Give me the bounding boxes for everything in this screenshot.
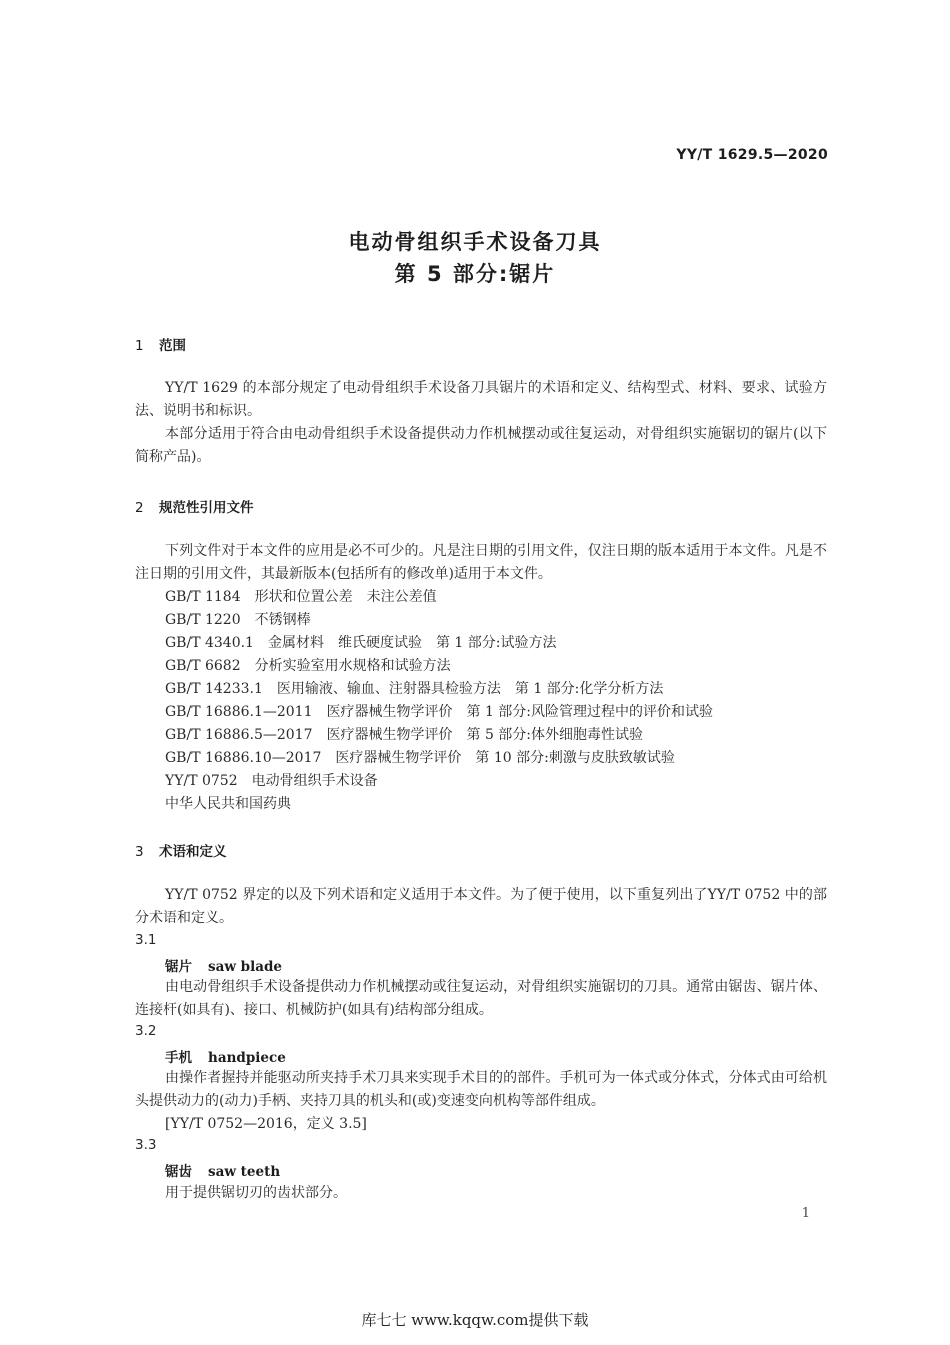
reference-item: [165, 770, 378, 790]
document-subtitle: 第 5 部分:锯片: [394, 262, 556, 286]
download-footer: 库七七 www.kqqw.com提供下载: [361, 1311, 589, 1329]
reference-code: GB/T 6682: [165, 658, 241, 674]
scope-paragraph-2: 本部分适用于符合由电动骨组织手术设备提供动力作机械摆动或往复运动，对骨组织实施锯切的锯片(以下简称产品)。: [135, 426, 827, 465]
term-english: saw teeth: [208, 1164, 281, 1180]
document-title: 电动骨组织手术设备刀具: [348, 230, 602, 254]
section-number: 3: [135, 844, 144, 860]
section-number: 1: [135, 338, 144, 354]
reference-name: 医疗器械生物学评价 第 10 部分:刺激与皮肤致敏试验: [335, 750, 675, 766]
reference-name: 形状和位置公差 未注公差值: [254, 589, 437, 605]
page-number: 1: [801, 1206, 810, 1221]
term-heading: [165, 1160, 280, 1180]
reference-code: GB/T 1184: [165, 589, 241, 605]
term-chinese: 锯齿: [165, 1164, 192, 1180]
reference-code: GB/T 16886.5—2017: [165, 727, 313, 743]
section-number: 2: [135, 500, 144, 516]
section-heading-normative: [135, 496, 254, 516]
reference-code: GB/T 4340.1: [165, 635, 254, 651]
term-english: handpiece: [208, 1050, 286, 1066]
reference-item: [165, 655, 451, 675]
term-number: 3.3: [135, 1137, 157, 1153]
section-title: 范围: [159, 338, 186, 354]
terms-intro: YY/T 0752 界定的以及下列术语和定义适用于本文件。为了便于使用，以下重复列出了YY/T 0752 中的部分术语和定义。: [135, 887, 827, 926]
term-heading: [165, 1046, 286, 1066]
reference-item: [165, 632, 557, 652]
reference-name: 金属材料 维氏硬度试验 第 1 部分:试验方法: [267, 635, 557, 651]
reference-code: GB/T 14233.1: [165, 681, 263, 697]
term-definition: 由电动骨组织手术设备提供动力作机械摆动或往复运动，对骨组织实施锯切的刀具。通常由锯齿、锯片体、连接杆(如具有)、接口、机械防护(如具有)结构部分组成。: [135, 979, 827, 1018]
term-number: 3.2: [135, 1023, 157, 1039]
reference-code: GB/T 16886.10—2017: [165, 750, 322, 766]
reference-name: 医疗器械生物学评价 第 5 部分:体外细胞毒性试验: [326, 727, 644, 743]
section-title: 术语和定义: [159, 844, 227, 860]
reference-item: [165, 724, 643, 744]
term-english: saw blade: [208, 959, 283, 975]
reference-code: YY/T 0752: [165, 773, 238, 789]
reference-item: [165, 586, 437, 606]
normative-intro: 下列文件对于本文件的应用是必不可少的。凡是注日期的引用文件，仅注日期的版本适用于本文件。凡是不注日期的引用文件，其最新版本(包括所有的修改单)适用于本文件。: [135, 543, 827, 582]
reference-item: [165, 747, 675, 767]
reference-name: 医用输液、输血、注射器具检验方法 第 1 部分:化学分析方法: [276, 681, 664, 697]
reference-name: 不锈钢棒: [254, 612, 311, 628]
reference-code: GB/T 1220: [165, 612, 241, 628]
reference-name: 医疗器械生物学评价 第 1 部分:风险管理过程中的评价和试验: [326, 704, 714, 720]
term-chinese: 锯片: [165, 959, 192, 975]
section-heading-terms: [135, 840, 227, 860]
reference-name: 分析实验室用水规格和试验方法: [254, 658, 451, 674]
scope-paragraph-1: YY/T 1629 的本部分规定了电动骨组织手术设备刀具锯片的术语和定义、结构型式、材料、要求、试验方法、说明书和标识。: [135, 380, 827, 419]
section-heading-scope: [135, 334, 186, 354]
term-definition: 用于提供锯切刃的齿状部分。: [165, 1185, 347, 1201]
reference-name: 电动骨组织手术设备: [251, 773, 378, 789]
term-heading: [165, 955, 282, 975]
term-number: 3.1: [135, 932, 157, 948]
reference-item: [165, 793, 291, 813]
reference-item: [165, 609, 311, 629]
term-source: [YY/T 0752—2016，定义 3.5]: [165, 1116, 367, 1132]
reference-code: GB/T 16886.1—2011: [165, 704, 313, 720]
reference-item: [165, 701, 713, 721]
reference-code: 中华人民共和国药典: [165, 796, 291, 812]
section-title: 规范性引用文件: [159, 500, 254, 516]
term-chinese: 手机: [165, 1050, 192, 1066]
standard-code: YY/T 1629.5—2020: [676, 147, 828, 163]
reference-item: [165, 678, 663, 698]
term-definition: 由操作者握持并能驱动所夹持手术刀具来实现手术目的的部件。手机可为一体式或分体式，分体式由可给机头提供动力的(动力)手柄、夹持刀具的机头和(或)变速变向机构等部件组成。: [135, 1070, 827, 1109]
